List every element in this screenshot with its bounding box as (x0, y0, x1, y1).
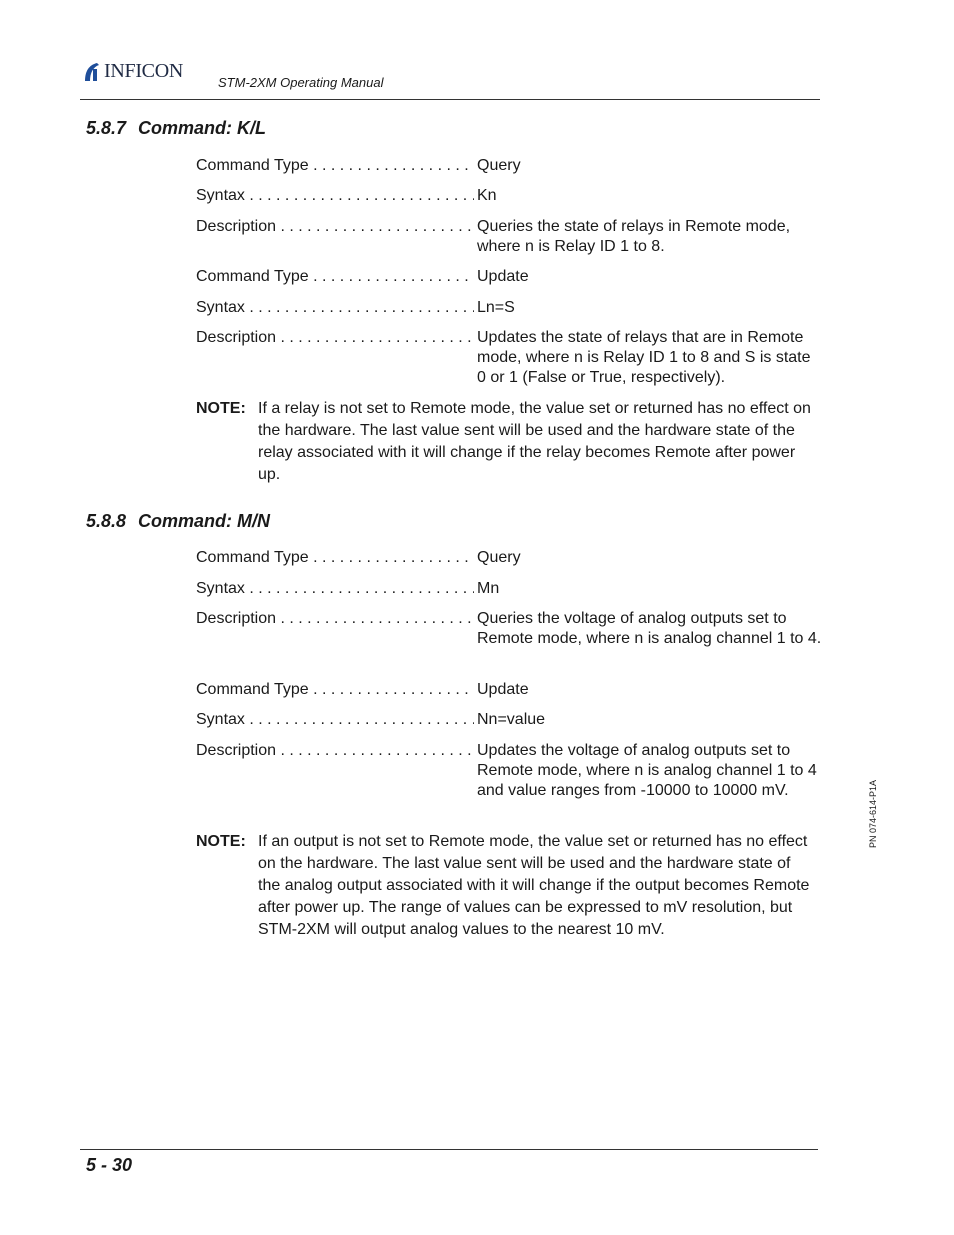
note-label: NOTE: (196, 400, 246, 417)
spec-label: Syntax . . . (196, 298, 474, 318)
section-title: Command: M/N (138, 511, 271, 531)
spec-label: Syntax . . . (196, 710, 474, 730)
spec-value: Queries the state of relays in Remote mode, where n is Relay ID 1 to 8. (477, 218, 791, 255)
spec-value: Update (477, 268, 529, 285)
spec-label: Description . . . (196, 609, 474, 629)
note-text: If an output is not set to Remote mode, the value set or returned has no effect on the hardware. The last value sent will be used and the hardware state of the analog output associated with it will change if the output becomes Remote after power up. The range of values can be expressed to mV resolution, but STM-2XM will output analog values to the nearest 10 mV. (258, 833, 810, 938)
spec-label: Command Type . . . (196, 680, 474, 700)
spec-value: Nn=value (477, 711, 546, 728)
spec-value: Update (477, 681, 529, 698)
spec-value: Query (477, 157, 521, 174)
brand-name: INFICON (104, 60, 184, 82)
page-number: 5 - 30 (86, 1155, 133, 1175)
spec-label: Command Type . . . (196, 548, 474, 568)
inficon-logo-icon (82, 61, 102, 83)
note-label: NOTE: (196, 833, 246, 850)
part-number: PN 074-614-P1A (868, 779, 878, 848)
spec-value: Query (477, 549, 521, 566)
spec-value: Kn (477, 187, 497, 204)
section-heading-5-8-8 (86, 511, 270, 532)
spec-label: Command Type . . . (196, 267, 474, 287)
spec-value: Ln=S (477, 299, 515, 316)
spec-value: Updates the voltage of analog outputs set to Remote mode, where n is analog channel 1 to 4 and value ranges from -10000 to 10000 mV. (477, 742, 817, 799)
section-number: 5.8.7 (86, 118, 127, 138)
manual-title: STM-2XM Operating Manual (218, 75, 384, 90)
spec-label: Syntax . . . (196, 186, 474, 206)
spec-value: Updates the state of relays that are in Remote mode, where n is Relay ID 1 to 8 and S is state 0 or 1 (False or True, respectively). (477, 329, 811, 386)
header-divider (80, 99, 820, 100)
footer-divider (80, 1149, 818, 1150)
section-number: 5.8.8 (86, 511, 127, 531)
spec-label: Description . . . (196, 217, 474, 237)
spec-value: Queries the voltage of analog outputs set to Remote mode, where n is analog channel 1 to 4. (477, 610, 822, 647)
note-text: If a relay is not set to Remote mode, the value set or returned has no effect on the hardware. The last value sent will be used and the hardware state of the relay associated with it will change if the relay becomes Remote after power up. (258, 400, 811, 483)
spec-label: Description . . . (196, 741, 474, 761)
section-heading-5-8-7 (86, 118, 266, 139)
spec-label: Syntax . . . (196, 579, 474, 599)
section-title: Command: K/L (138, 118, 267, 138)
spec-label: Description . . . (196, 328, 474, 348)
brand-logo (82, 60, 183, 83)
spec-value: Mn (477, 580, 500, 597)
spec-label: Command Type . . . (196, 156, 474, 176)
